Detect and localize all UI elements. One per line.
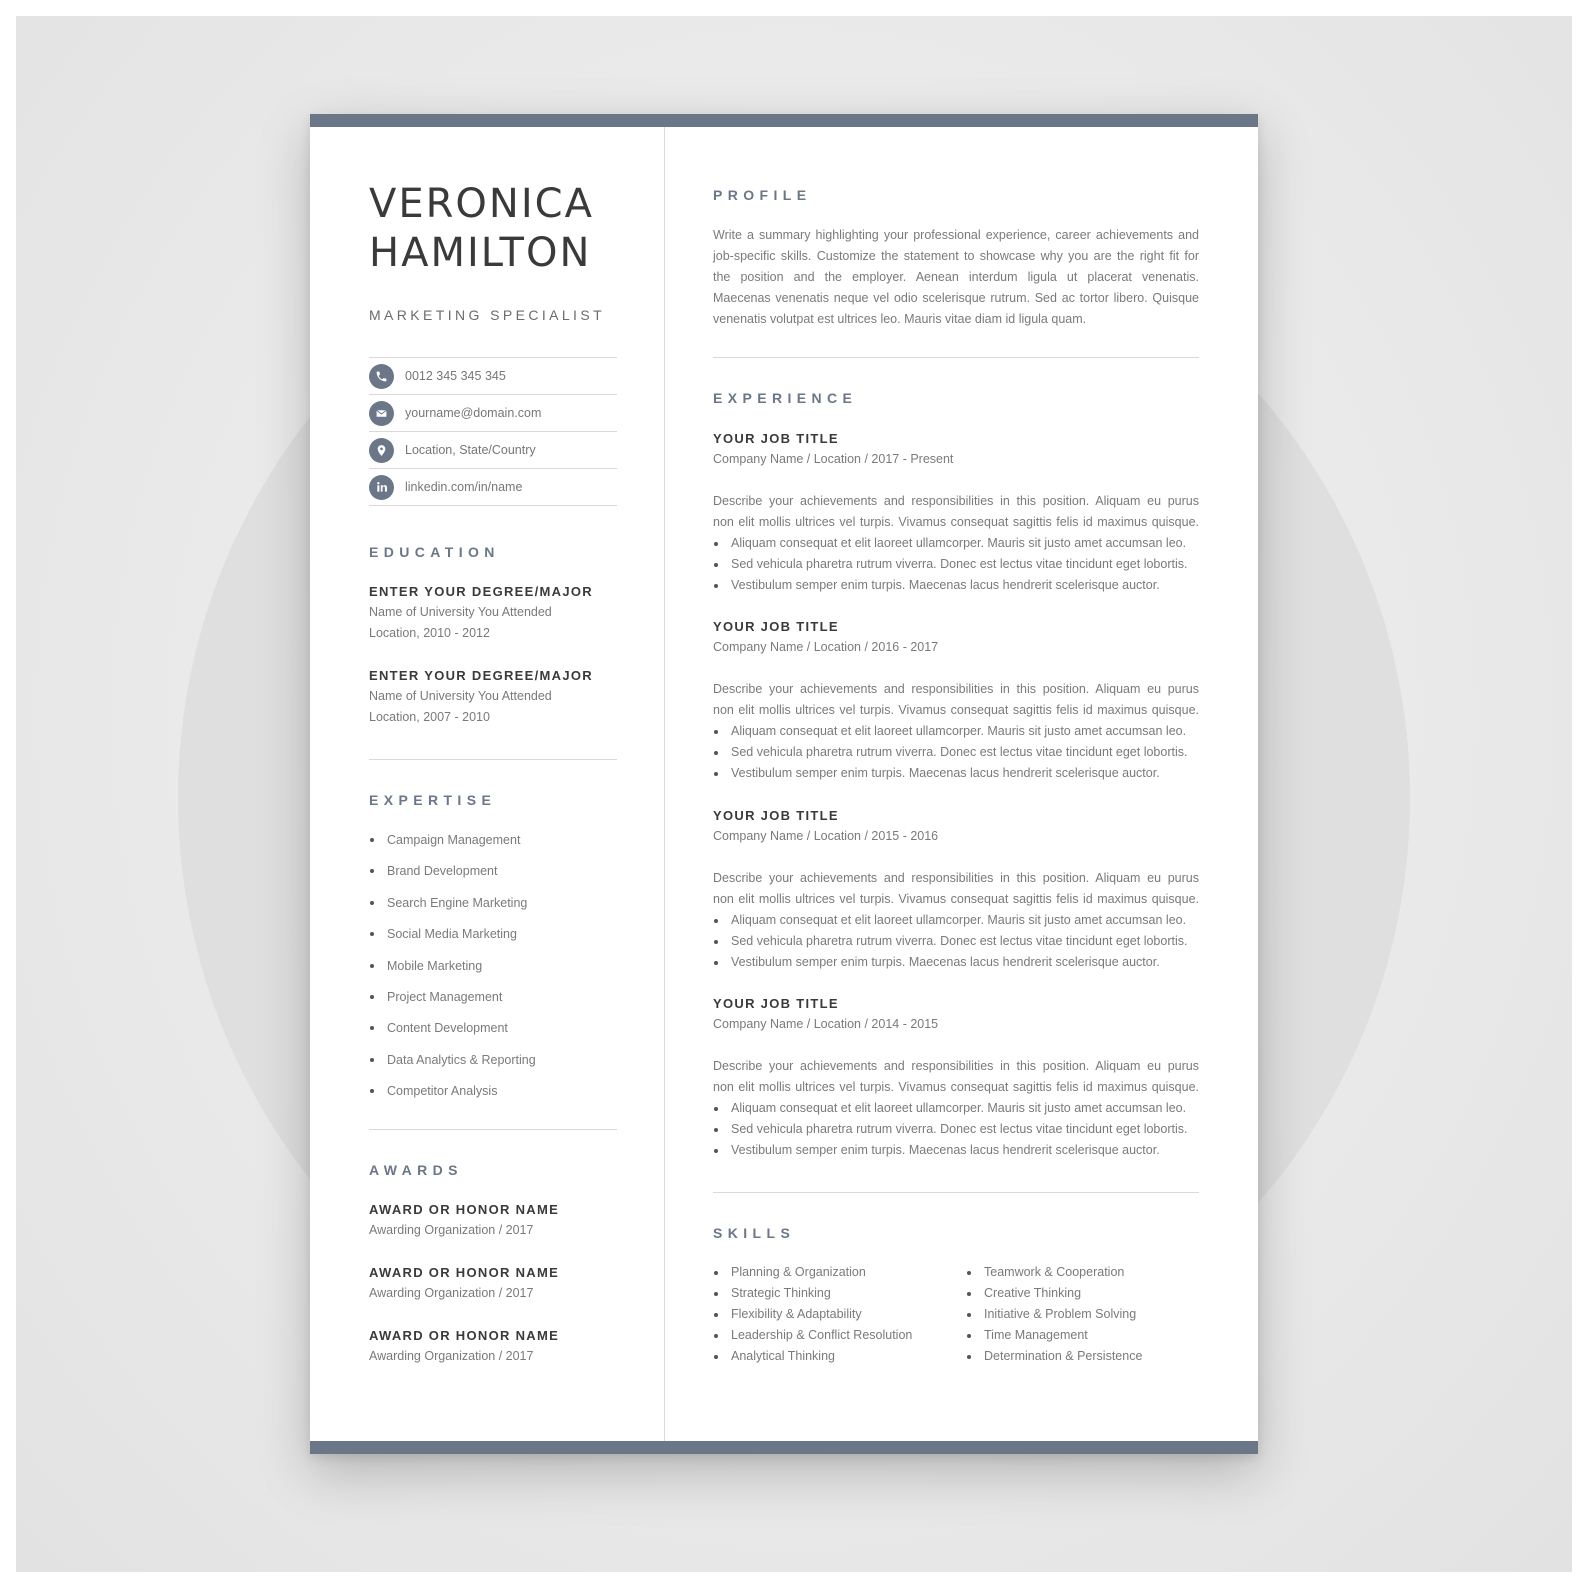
- contact-phone: [369, 358, 617, 395]
- education-degree: ENTER YOUR DEGREE/MAJOR: [369, 668, 593, 683]
- job-bullet: Vestibulum semper enim turpis. Maecenas lacus hendrerit scelerisque auctor.: [713, 1140, 1187, 1161]
- contact-linkedin: [369, 469, 617, 506]
- location-pin-icon: [369, 438, 394, 463]
- awards-heading: AWARDS: [369, 1162, 463, 1178]
- skills-heading: SKILLS: [713, 1225, 796, 1241]
- candidate-name: [369, 180, 669, 278]
- award-org: Awarding Organization / 2017: [369, 1286, 534, 1300]
- education-details: Location, 2007 - 2010: [369, 710, 490, 724]
- description-line: Describe your achievements and responsibilities in this position. Aliquam eu purus: [713, 871, 1199, 885]
- job-entry-title: YOUR JOB TITLE: [713, 619, 839, 634]
- skill-item: Flexibility & Adaptability: [713, 1304, 912, 1325]
- description-line: non elit mollis ultrices vel turpis. Vivamus consequat sagittis felis id maximus quisque.: [713, 703, 1199, 717]
- column-divider: [664, 127, 665, 1441]
- skills-column-1: [713, 1262, 912, 1367]
- job-entry-title: YOUR JOB TITLE: [713, 808, 839, 823]
- expertise-item: Content Development: [369, 1018, 536, 1049]
- job-entry-meta: Company Name / Location / 2017 - Present: [713, 452, 954, 466]
- linkedin-icon: [369, 475, 394, 500]
- section-rule: [369, 759, 617, 760]
- award-org: Awarding Organization / 2017: [369, 1223, 534, 1237]
- name-line-1: VERONICA: [369, 181, 594, 227]
- expertise-heading: EXPERTISE: [369, 792, 497, 808]
- skill-item: Teamwork & Cooperation: [966, 1262, 1142, 1283]
- profile-line: the position and the employer. Aenean interdum ligula ut placerat venenatis.: [713, 270, 1199, 284]
- section-rule: [713, 357, 1199, 358]
- skill-item: Time Management: [966, 1325, 1142, 1346]
- education-heading: EDUCATION: [369, 544, 500, 560]
- linkedin-text: linkedin.com/in/name: [405, 480, 523, 494]
- job-bullet: Vestibulum semper enim turpis. Maecenas lacus hendrerit scelerisque auctor.: [713, 575, 1187, 596]
- expertise-item: Brand Development: [369, 861, 536, 892]
- bottom-accent-bar: [310, 1441, 1258, 1454]
- education-details: Location, 2010 - 2012: [369, 626, 490, 640]
- job-entry-bullets: [713, 721, 1187, 784]
- skills-column-2: [966, 1262, 1142, 1367]
- skill-item: Analytical Thinking: [713, 1346, 912, 1367]
- profile-line: Write a summary highlighting your professional experience, career achievements and: [713, 228, 1199, 242]
- email-text: yourname@domain.com: [405, 406, 542, 420]
- contact-email: [369, 395, 617, 432]
- email-icon: [369, 401, 394, 426]
- profile-line: Maecenas venenatis neque vel odio scelerisque rutrum. Sed ac tortor libero. Quisque: [713, 291, 1199, 305]
- job-entry-bullets: [713, 533, 1187, 596]
- description-line: non elit mollis ultrices vel turpis. Vivamus consequat sagittis felis id maximus quisque.: [713, 892, 1199, 906]
- expertise-item: Mobile Marketing: [369, 956, 536, 987]
- expertise-item: Campaign Management: [369, 830, 536, 861]
- job-bullet: Aliquam consequat et elit laoreet ullamcorper. Mauris sit justo amet accumsan leo.: [713, 533, 1187, 554]
- job-bullet: Sed vehicula pharetra rutrum viverra. Donec est lectus vitae tincidunt eget lobortis.: [713, 554, 1187, 575]
- job-bullet: Aliquam consequat et elit laoreet ullamcorper. Mauris sit justo amet accumsan leo.: [713, 1098, 1187, 1119]
- award-name: AWARD OR HONOR NAME: [369, 1328, 560, 1343]
- job-bullet: Aliquam consequat et elit laoreet ullamcorper. Mauris sit justo amet accumsan leo.: [713, 721, 1187, 742]
- job-entry-meta: Company Name / Location / 2015 - 2016: [713, 829, 939, 843]
- expertise-item: Project Management: [369, 987, 536, 1018]
- job-bullet: Aliquam consequat et elit laoreet ullamcorper. Mauris sit justo amet accumsan leo.: [713, 910, 1187, 931]
- award-name: AWARD OR HONOR NAME: [369, 1265, 560, 1280]
- location-text: Location, State/Country: [405, 443, 536, 457]
- job-bullet: Sed vehicula pharetra rutrum viverra. Donec est lectus vitae tincidunt eget lobortis.: [713, 931, 1187, 952]
- job-bullet: Vestibulum semper enim turpis. Maecenas lacus hendrerit scelerisque auctor.: [713, 952, 1187, 973]
- award-org: Awarding Organization / 2017: [369, 1349, 534, 1363]
- job-title: MARKETING SPECIALIST: [369, 307, 606, 323]
- job-bullet: Sed vehicula pharetra rutrum viverra. Donec est lectus vitae tincidunt eget lobortis.: [713, 742, 1187, 763]
- profile-line: job-specific skills. Customize the statement to showcase why you are the right fit for: [713, 249, 1199, 263]
- education-school: Name of University You Attended: [369, 605, 552, 619]
- skill-item: Planning & Organization: [713, 1262, 912, 1283]
- resume-page: [310, 114, 1258, 1454]
- job-bullet: Sed vehicula pharetra rutrum viverra. Donec est lectus vitae tincidunt eget lobortis.: [713, 1119, 1187, 1140]
- top-accent-bar: [310, 114, 1258, 127]
- profile-line: venenatis volutpat est ultrices leo. Mauris vitae diam id ligula quam.: [713, 312, 1087, 326]
- job-entry-bullets: [713, 1098, 1187, 1161]
- award-name: AWARD OR HONOR NAME: [369, 1202, 560, 1217]
- skill-item: Strategic Thinking: [713, 1283, 912, 1304]
- profile-heading: PROFILE: [713, 187, 812, 203]
- mockup-background: [16, 16, 1572, 1572]
- job-entry-meta: Company Name / Location / 2016 - 2017: [713, 640, 939, 654]
- job-entry-bullets: [713, 910, 1187, 973]
- description-line: non elit mollis ultrices vel turpis. Vivamus consequat sagittis felis id maximus quisque.: [713, 515, 1199, 529]
- education-degree: ENTER YOUR DEGREE/MAJOR: [369, 584, 593, 599]
- contact-location: [369, 432, 617, 469]
- job-entry-description: [713, 679, 1199, 721]
- skill-item: Determination & Persistence: [966, 1346, 1142, 1367]
- experience-heading: EXPERIENCE: [713, 390, 858, 406]
- job-entry-title: YOUR JOB TITLE: [713, 431, 839, 446]
- skill-item: Leadership & Conflict Resolution: [713, 1325, 912, 1346]
- phone-text: 0012 345 345 345: [405, 369, 506, 383]
- description-line: Describe your achievements and responsibilities in this position. Aliquam eu purus: [713, 682, 1199, 696]
- job-entry-title: YOUR JOB TITLE: [713, 996, 839, 1011]
- expertise-item: Competitor Analysis: [369, 1081, 536, 1112]
- job-entry-description: [713, 868, 1199, 910]
- skill-item: Creative Thinking: [966, 1283, 1142, 1304]
- expertise-item: Search Engine Marketing: [369, 893, 536, 924]
- job-entry-description: [713, 491, 1199, 533]
- phone-icon: [369, 364, 394, 389]
- name-line-2: HAMILTON: [369, 230, 592, 276]
- job-entry-meta: Company Name / Location / 2014 - 2015: [713, 1017, 939, 1031]
- job-entry-description: [713, 1056, 1199, 1098]
- section-rule: [713, 1192, 1199, 1193]
- job-bullet: Vestibulum semper enim turpis. Maecenas lacus hendrerit scelerisque auctor.: [713, 763, 1187, 784]
- profile-summary: [713, 225, 1199, 330]
- skill-item: Initiative & Problem Solving: [966, 1304, 1142, 1325]
- education-school: Name of University You Attended: [369, 689, 552, 703]
- description-line: Describe your achievements and responsibilities in this position. Aliquam eu purus: [713, 494, 1199, 508]
- description-line: non elit mollis ultrices vel turpis. Vivamus consequat sagittis felis id maximus quisque.: [713, 1080, 1199, 1094]
- section-rule: [369, 1129, 617, 1130]
- expertise-item: Social Media Marketing: [369, 924, 536, 955]
- description-line: Describe your achievements and responsibilities in this position. Aliquam eu purus: [713, 1059, 1199, 1073]
- expertise-item: Data Analytics & Reporting: [369, 1050, 536, 1081]
- contact-list: [369, 357, 617, 506]
- expertise-list: [369, 830, 536, 1113]
